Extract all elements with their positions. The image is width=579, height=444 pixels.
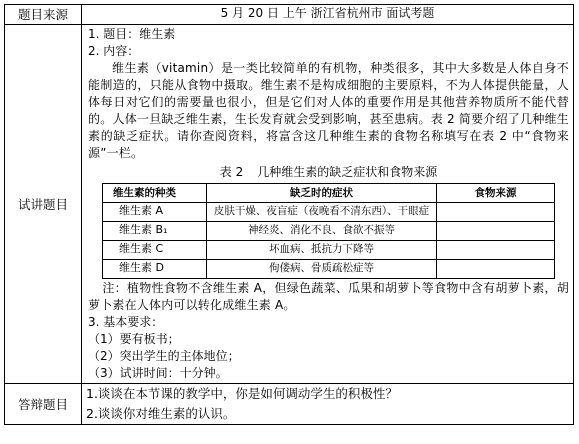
vitamin-table: [102, 183, 555, 279]
vitamin-kind: 维生素 C: [103, 241, 207, 260]
defense-questions: [82, 384, 574, 425]
requirement-item: （2）突出学生的主体地位；: [88, 349, 240, 363]
requirement-item: （3）试讲时间：十分钟。: [88, 366, 228, 380]
vitamin-source-cell: [437, 222, 555, 241]
vitamin-kind: 维生素 A: [103, 203, 207, 222]
header-source: 食物来源: [437, 184, 555, 203]
vitamin-symptom: 皮肤干燥、夜盲症（夜晚看不清东西）、干眼症: [207, 203, 437, 222]
requirements-heading: 3. 基本要求：: [88, 315, 164, 329]
table-caption-number: 表 2: [219, 165, 244, 179]
topic-line: 1. 题目：维生素: [88, 27, 176, 41]
defense-row: [5, 384, 574, 425]
lecture-row: [5, 25, 574, 384]
lecture-label: 试讲题目: [5, 25, 82, 384]
vitamin-kind: 维生素 D: [103, 260, 207, 279]
vitamin-source-cell: [437, 241, 555, 260]
intro-paragraph: 维生素（vitamin）是一类比较简单的有机物，种类很多，其中大多数是人体自身不能制造的，只能从食物中摄取。维生素不是构成细胞的主要原料，不为人体提供能量，人体每日对它们的需要量也很小，但是它们对人体的重要作用是其他营养物质所不能代替的。人体一旦缺乏维生素，生长发育就会受到影响，甚至患病。表 2 简要介绍了几种维生素的缺乏症状。请你查阅资料，将富含这几种维生素的食物名称填写在表 2 中“食物来源”一栏。: [88, 61, 569, 160]
defense-question: 1.谈谈在本节课的教学中，你是如何调动学生的积极性？: [86, 386, 398, 401]
table-caption-text: 几种维生素的缺乏症状和食物来源: [257, 165, 438, 179]
source-row: [5, 5, 574, 25]
vitamin-kind: 维生素 B₁: [103, 222, 207, 241]
source-label: 题目来源: [5, 5, 82, 25]
content-heading: 2. 内容：: [88, 44, 140, 58]
vitamin-source-cell: [437, 203, 555, 222]
vitamin-symptom: 神经炎、消化不良、食欲不振等: [207, 222, 437, 241]
exam-table: [4, 4, 574, 425]
header-symptom: 缺乏时的症状: [207, 184, 437, 203]
source-value: 5 月 20 日 上午 浙江省杭州市 面试考题: [82, 5, 574, 25]
vitamin-table-header: [103, 184, 555, 203]
table-row: [103, 260, 555, 279]
table-row: [103, 241, 555, 260]
lecture-content: [82, 25, 574, 384]
header-kind: 维生素的种类: [103, 184, 207, 203]
exam-document: [4, 4, 574, 439]
table-caption: [88, 164, 569, 181]
defense-label: 答辩题目: [5, 384, 82, 425]
table-row: [103, 203, 555, 222]
requirement-item: （1）要有板书；: [88, 332, 180, 346]
vitamin-symptom: 佝偻病、骨质疏松症等: [207, 260, 437, 279]
defense-question: 2.谈谈你对维生素的认识。: [86, 406, 236, 421]
vitamin-symptom: 坏血病、抵抗力下降等: [207, 241, 437, 260]
vitamin-source-cell: [437, 260, 555, 279]
table-note: 注：植物性食物不含维生素 A，但绿色蔬菜、瓜果和胡萝卜等食物中含有胡萝卜素，胡萝卜素在人体内可以转化成维生素 A。: [88, 281, 569, 312]
table-row: [103, 222, 555, 241]
